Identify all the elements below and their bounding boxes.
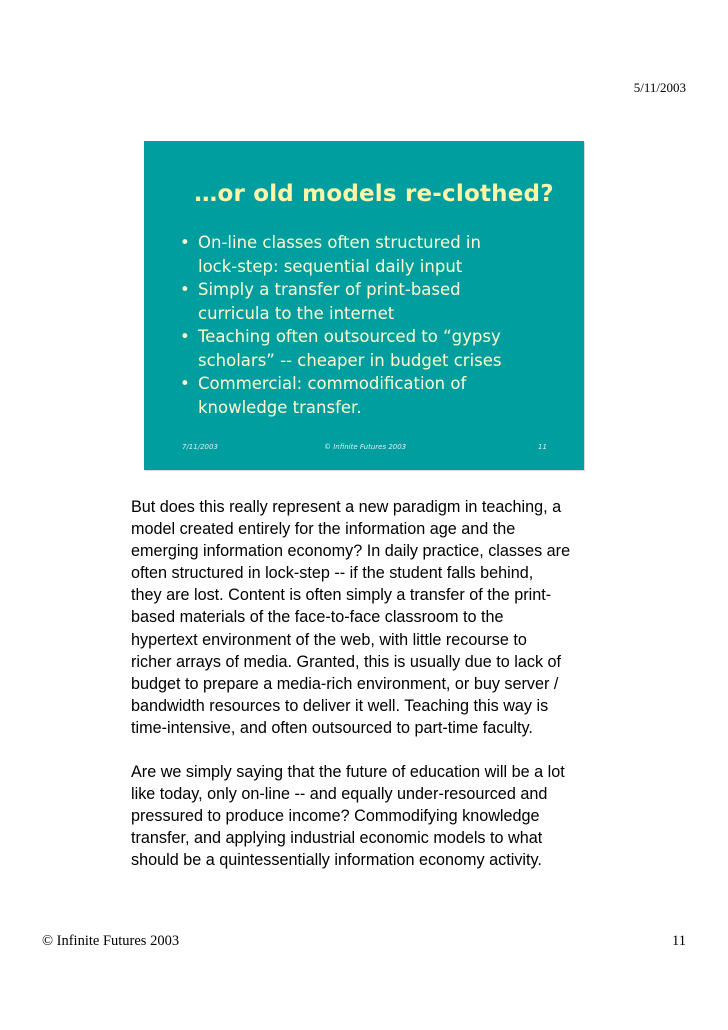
speaker-notes xyxy=(131,496,611,872)
slide-footer-page-number: 11 xyxy=(538,443,547,451)
notes-paragraph: But does this really represent a new paradigm in teaching, a model created entirely for the information age and the emerging information economy? In daily practice, classes are often structured in lock-step -- if the student falls behind, they are lost. Content is often simply a transfer of the print- based materials of the face-to-face classroom to the hypertext environment of the web, with little recourse to richer arrays of media. Granted, this is usually due to lack of budget to prepare a media-rich environment, or buy server / bandwidth resources to deliver it well. Teaching this way is time-intensive, and often outsourced to part-time faculty. xyxy=(131,498,571,737)
slide-bullet-item xyxy=(180,231,580,278)
slide-bullet-text: On-line classes often structured in lock-step: sequential daily input xyxy=(198,233,481,276)
slide-bullet-text: Simply a transfer of print-based curricula to the internet xyxy=(198,280,461,323)
slide-footer-date: 7/11/2003 xyxy=(182,443,218,451)
slide-bullet-text: Commercial: commodification of knowledge transfer. xyxy=(198,374,467,417)
bullet-icon: • xyxy=(180,280,190,299)
slide-thumbnail xyxy=(144,141,584,470)
slide-bullet-text: Teaching often outsourced to “gypsy scholars” -- cheaper in budget crises xyxy=(198,327,502,370)
bullet-icon: • xyxy=(180,374,190,393)
page-footer-number: 11 xyxy=(672,933,686,949)
slide-title: …or old models re-clothed? xyxy=(194,181,554,207)
slide-bullet-item xyxy=(180,372,580,419)
slide-bullet-item xyxy=(180,325,580,372)
bullet-icon: • xyxy=(180,327,190,346)
header-date: 5/11/2003 xyxy=(633,80,686,95)
slide-bullet-list xyxy=(180,231,580,419)
notes-paragraph: Are we simply saying that the future of education will be a lot like today, only on-line -- and equally under-resourced and pressured to produce income? Commodifying knowledge transfer, and applying industrial economic models to what should be a quintessentially information economy activity. xyxy=(131,763,565,870)
bullet-icon: • xyxy=(180,233,190,252)
slide-bullet-item xyxy=(180,278,580,325)
slide-footer-copyright: © Infinite Futures 2003 xyxy=(324,443,407,451)
page-footer-copyright: © Infinite Futures 2003 xyxy=(42,933,180,949)
slide-footer xyxy=(144,443,584,455)
